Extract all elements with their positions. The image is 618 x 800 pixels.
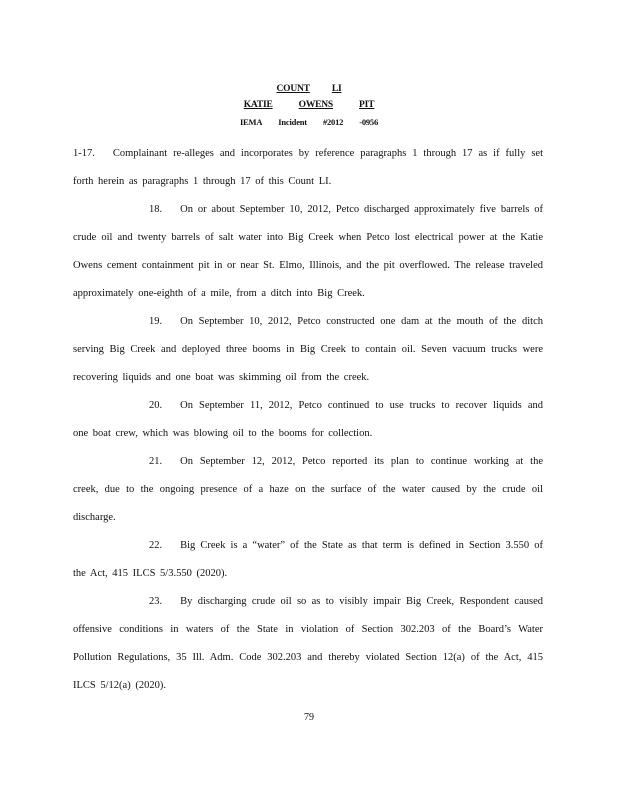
document-body <box>73 140 543 700</box>
paragraph-22 <box>73 532 543 588</box>
incident-year: #2012 <box>322 117 344 127</box>
paragraph-19 <box>73 308 543 392</box>
paragraph-number: 23. <box>149 596 163 607</box>
paragraph-text: On September 10, 2012, Petco constructed one dam at the mouth of the ditch serving Big Creek and deployed three booms in Big Creek to contain oil. Seven vacuum trucks were recovering liquids and one boat was skimming oil from the creek. <box>73 316 543 383</box>
count-label: COUNT <box>276 84 310 94</box>
paragraph-1-17 <box>73 140 543 196</box>
count-subheading <box>0 100 618 110</box>
paragraph-text: On or about September 10, 2012, Petco discharged approximately five barrels of crude oil and twenty barrels of salt water into Big Creek when Petco lost electrical power at the Katie Owens cement containment pit in or near St. Elmo, Illinois, and the pit overflowed. The release traveled approximately one-eighth of a mile, from a ditch into Big Creek. <box>73 204 543 299</box>
paragraph-18 <box>73 196 543 308</box>
paragraph-text: By discharging crude oil so as to visibly impair Big Creek, Respondent caused offensive conditions in waters of the State in violation of Section 302.203 of the Board’s Water Pollution Regulations, 35 Ill. Adm. Code 302.203 and thereby violated Section 12(a) of the Act, 415 ILCS 5/12(a) (2020). <box>73 596 543 691</box>
paragraph-number: 19. <box>149 316 163 327</box>
paragraph-text: Big Creek is a “water” of the State as that term is defined in Section 3.550 of the Act, 415 ILCS 5/3.550 (2020). <box>73 540 543 579</box>
incident-agency: IEMA <box>239 117 263 127</box>
incident-line <box>0 117 618 127</box>
count-number: LI <box>331 84 342 94</box>
paragraph-number: 1-17. <box>73 148 95 159</box>
paragraph-number: 22. <box>149 540 163 551</box>
incident-label: Incident <box>278 117 307 127</box>
site-name-third: PIT <box>359 100 375 110</box>
site-name-first: KATIE <box>243 100 273 110</box>
paragraph-number: 20. <box>149 400 163 411</box>
count-heading <box>0 84 618 94</box>
paragraph-23 <box>73 588 543 700</box>
paragraph-number: 21. <box>149 456 163 467</box>
paragraph-text: On September 11, 2012, Petco continued to use trucks to recover liquids and one boat crew, which was blowing oil to the booms for collection. <box>73 400 543 439</box>
paragraph-21 <box>73 448 543 532</box>
page-number: 79 <box>304 712 314 723</box>
paragraph-20 <box>73 392 543 448</box>
incident-number: -0956 <box>359 117 379 127</box>
site-name-second: OWENS <box>298 100 334 110</box>
paragraph-number: 18. <box>149 204 163 215</box>
paragraph-text: On September 12, 2012, Petco reported its plan to continue working at the creek, due to the ongoing presence of a haze on the surface of the water caused by the crude oil discharge. <box>73 456 543 523</box>
paragraph-text: Complainant re-alleges and incorporates by reference paragraphs 1 through 17 as if fully set forth herein as paragraphs 1 through 17 of this Count LI. <box>73 148 543 187</box>
